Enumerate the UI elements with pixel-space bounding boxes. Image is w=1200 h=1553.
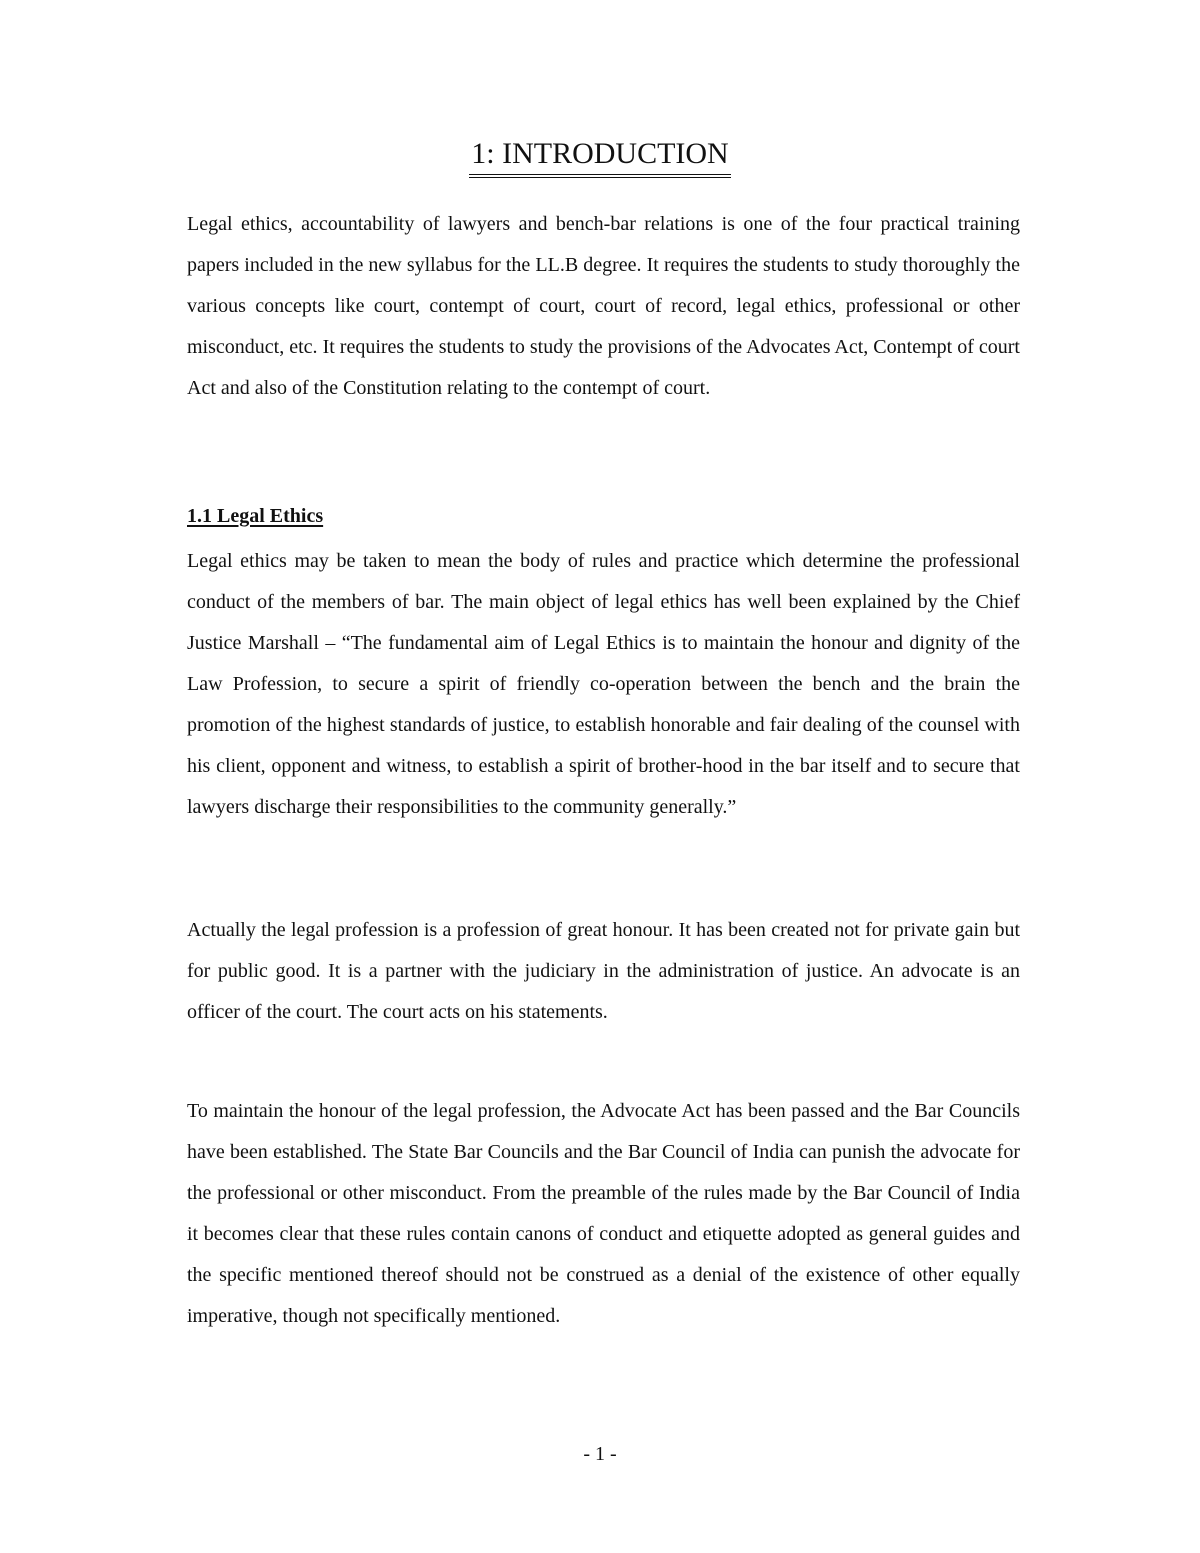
- paragraph-block: [187, 1091, 1020, 1337]
- page-number: - 1 -: [583, 1443, 617, 1465]
- paragraph-block: [187, 910, 1020, 1033]
- title-container: [0, 135, 1200, 178]
- page-title: 1: INTRODUCTION: [469, 135, 730, 178]
- paragraph-block: [187, 541, 1020, 828]
- intro-paragraph: Legal ethics, accountability of lawyers and bench-bar relations is one of the four practical training papers included in the new syllabus for the LL.B degree. It requires the students to study thoroughly the various concepts like court, contempt of court, court of record, legal ethics, professional or other misconduct, etc. It requires the students to study the provisions of the Advocates Act, Contempt of court Act and also of the Constitution relating to the contempt of court.: [187, 213, 1020, 399]
- paragraph-profession-honour: Actually the legal profession is a profession of great honour. It has been created not for private gain but for public good. It is a partner with the judiciary in the administration of justice. An advocate is an officer of the court. The court acts on his statements.: [187, 919, 1020, 1023]
- paragraph-legal-ethics-definition: Legal ethics may be taken to mean the body of rules and practice which determine the professional conduct of the members of bar. The main object of legal ethics has well been explained by the Chief Justice Marshall – “The fundamental aim of Legal Ethics is to maintain the honour and dignity of the Law Profession, to secure a spirit of friendly co-operation between the bench and the brain the promotion of the highest standards of justice, to establish honorable and fair dealing of the counsel with his client, opponent and witness, to establish a spirit of brother-hood in the bar itself and to secure that lawyers discharge their responsibilities to the community generally.”: [187, 550, 1020, 818]
- intro-section: [187, 204, 1020, 409]
- paragraph-advocate-act: To maintain the honour of the legal profession, the Advocate Act has been passed and the Bar Councils have been established. The State Bar Councils and the Bar Council of India can punish the advocate for the professional or other misconduct. From the preamble of the rules made by the Bar Council of India it becomes clear that these rules contain canons of conduct and etiquette adopted as general guides and the specific mentioned thereof should not be construed as a denial of the existence of other equally imperative, though not specifically mentioned.: [187, 1100, 1020, 1327]
- section-heading: 1.1 Legal Ethics: [187, 505, 324, 527]
